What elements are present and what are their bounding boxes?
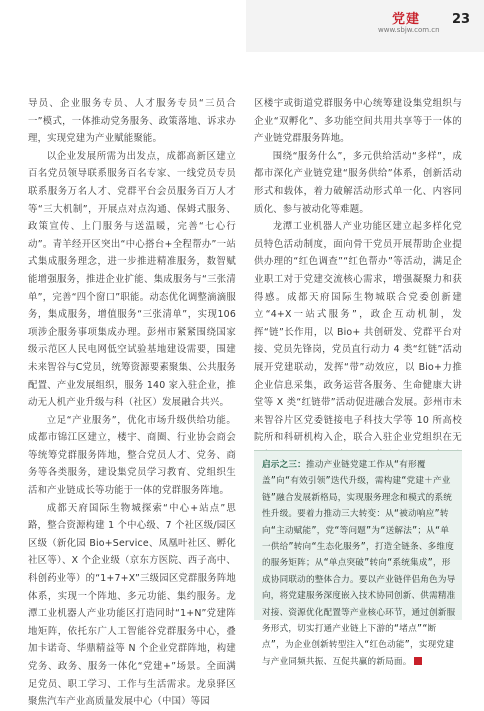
insight-text: 推动产业链党建工作从“有形覆盖”向“有效引领”迭代升级，需构建“党建＋产业链”融合发展新格局，实现服务理念和模式的系统性升级。要着力推动三大转变：从“被动响应”转向“主动赋能”，党“等问题”为“送解法”；从“单一供给”转向“生态化服务”，打造全链条、多维度的服务矩阵；从“单点突破”转向“系统集成”，形成协同联动的整体合力。要以产业链伴侣角色为导向，将党建服务深度嵌入技术协同创新、供需精准对接、资源优化配置等产业核心环节，通过创新服务形式，切实打通产业链上下游的“堵点”“断点”，为企业创新转型注入“红色动能”，实现党建与产业同频共振、互促共赢的新局面。 (262, 460, 456, 667)
paragraph: 立足“产业服务”，优化市场升级供给功能。成都市锦江区建立，楼宇、商圈、行业协会商会等统筹党群服务阵地，整合党员人才、党务、商务等各类服务，建设集党员学习教育、党组织生活和产业链成长等功能于一体的党群服务阵地。 (28, 414, 236, 497)
logo-text: 党建 (392, 12, 421, 27)
paragraph: 以企业发展所需为出发点，成都高新区建立百名党员领导联系服务百名专家、一线党员专员联系服务万名人才、党群平台会员服务百万人才等“三大机制”，开展点对点沟通、保姆式服务、政策宣传、上门服务与送温暖，完善“七心行动”。青羊经开区突出“中心搭台+全程帮办”一站式集成服务理念，进一步推进精准服务，数智赋能增强服务，推进企业扩能、集成服务与“三张清单”，完善“四个窗口”职能。动态优化调整滴滴服务，集成服务，增值服务“三张清单”，实现106 项涉企服务事项集成办理。彭州市紧紧围绕国家级示范区人民电网低空试验基地建设需要，围建未来智谷与C党员，统筹资源要素聚集、公共服务配置、产业发展组织，服务 140 家入驻企业，推动无人机产业升级与科（社区）发展融合共兴。 (28, 150, 236, 409)
logo-url: www.sbjw.com.cn (378, 26, 440, 34)
paragraph: 围绕“服务什么”，多元供给活动“多样”，成都市深化产业链党建“服务供给”体系，创新活动形式和载体，着力破解活动形式单一化、内容同质化、参与被动化等难题。 (254, 150, 462, 215)
page-number: 23 (452, 12, 471, 27)
end-mark-icon (414, 657, 422, 665)
paragraph: 成都天府国际生物城探索“中心+站点”思路，整合资源构建 1 个中心级、7 个社区级/园区区级（新化园 Bio+Service、凤凰叶社区、孵化社区等）、X 个企业级（京东方医院、西子高中、科创药业等）的“1+7+X”三级园区党群服务阵地体系，实现一个阵地、多元功能、集约服务。龙潭工业机器人产业功能区打造同时“1+N”党建阵地矩阵，依托东广人工智能谷党群服务中心，叠加卡诺奇、华鼎精益等 N 个企业党群阵地，构建党务、政务、服务一体化“党建+”场景。全面满足党员、职工学习、工作与生活需求。龙泉驿区聚焦汽车产业高质量发展中心（中国）等园 (28, 502, 236, 708)
paragraph: 龙潭工业机器人产业功能区建立起多样化党员特色活动制度，面向骨干党员开展帮助企业提供办理的“红色调查”“红色帮办”等活动，满足企业职工对于党建交流核心需求，增强凝聚力和获得感。成都天府国际生物城联合党委创新建立“4+X一站式服务”，政企互动机制，发挥“链”长作用，以 Bio+ 共创研发、党群平台对接、党员先锋岗，党员直行动力 4 类“红链”活动展开党建联动，发挥“带”动效应，以 Bio+力推企业信息采集，政务运营各服务、生命健康大讲堂等 X 类“红链带”活动促进融合发展。彭州市未来智谷片区党委链接电子科技大学等 10 所高校院所和科研机构入企，联合入驻企业党组织在无 (254, 221, 462, 444)
right-column (254, 95, 462, 482)
paragraph: 导员、企业服务专员、人才服务专员“三员合一”模式，一体推动党务服务、政策落地、诉求办理，实现党建为产业赋能聚能。 (28, 98, 236, 145)
paragraph: 区楼宇或街道党群服务中心统筹建设集党组织与企业“双孵化”、多功能空间共用共享等于一体的产业链党群服务阵地。 (254, 98, 462, 145)
insight-label: 启示之三： (262, 460, 306, 470)
left-column (28, 95, 236, 711)
insight-box (254, 450, 462, 667)
